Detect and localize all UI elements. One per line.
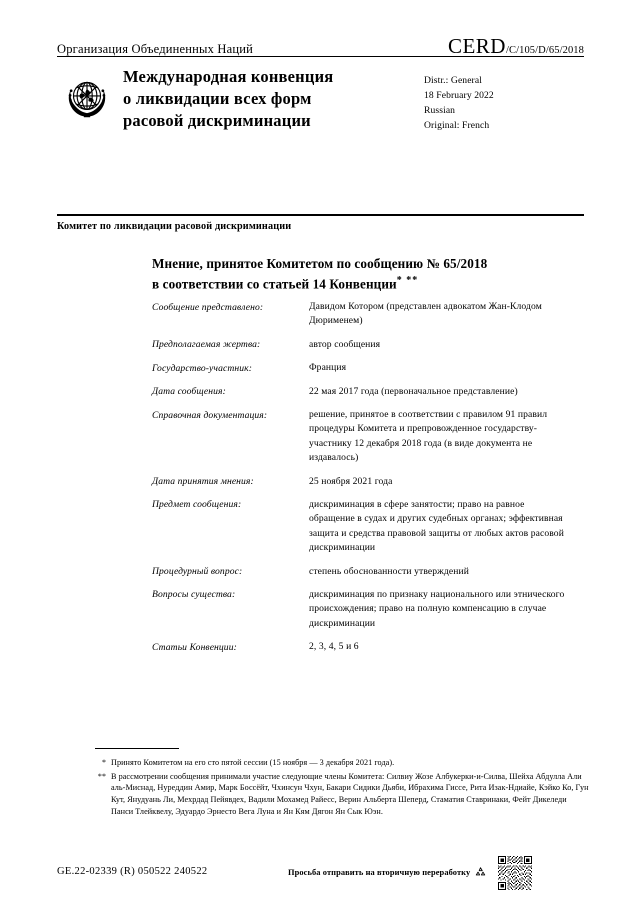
- footnote-marker: **: [97, 771, 106, 781]
- document-symbol-main: CERD: [447, 34, 506, 58]
- section-divider: [57, 214, 584, 216]
- metadata-label: Дата сообщения:: [152, 386, 226, 398]
- distribution-type: Distr.: General: [424, 75, 482, 86]
- footnote-divider: [95, 748, 179, 749]
- table-row: [152, 338, 572, 352]
- committee-name: Комитет по ликвидации расовой дискриминации: [57, 221, 292, 232]
- distribution-date: 18 February 2022: [424, 89, 494, 101]
- footnotes: [95, 757, 590, 819]
- table-row: [152, 300, 572, 329]
- table-row: [152, 640, 572, 654]
- metadata-label: Государство-участник:: [152, 362, 252, 374]
- masthead-divider: [57, 56, 584, 57]
- metadata-value: решение, принятое в соответствии с правилом 91 правил процедуры Комитета и препровожденное государству-участнику 12 декабря 2018 года (в виде документа не издавалось): [309, 409, 548, 464]
- un-emblem-icon: [61, 72, 113, 124]
- footnote-item: [95, 757, 590, 769]
- metadata-label: Вопросы существа:: [152, 589, 236, 601]
- table-row: [152, 498, 572, 556]
- metadata-value: 22 мая 2017 года (первоначальное представление): [309, 385, 518, 397]
- recycle-notice: [288, 866, 487, 879]
- title-footnote-marks: * **: [396, 274, 419, 286]
- convention-title: [123, 66, 424, 131]
- footnote-marker: *: [101, 758, 106, 767]
- table-row: [152, 361, 572, 375]
- metadata-value: Давидом Котором (представлен адвокатом Жан-Клодом Дюрименем): [309, 301, 542, 327]
- footnote-text: Принято Комитетом на его сто пятой сессии (15 ноября — 3 декабря 2021 года).: [111, 758, 395, 767]
- case-metadata-table: [152, 300, 572, 664]
- footnote-item: [95, 771, 590, 818]
- metadata-value: Франция: [309, 362, 347, 374]
- table-row: [152, 408, 572, 466]
- qr-code: [498, 856, 532, 890]
- metadata-label: Справочная документация:: [152, 409, 268, 421]
- metadata-label: Предполагаемая жертва:: [152, 339, 261, 351]
- page-title-line-2-text: в соответствии со статьей 14 Конвенции: [152, 276, 397, 292]
- metadata-value: автор сообщения: [309, 338, 381, 350]
- page-title-line-2: [152, 274, 552, 294]
- metadata-label: Статьи Конвенции:: [152, 641, 237, 653]
- metadata-value: степень обоснованности утверждений: [309, 565, 469, 577]
- metadata-label: Сообщение представлено:: [152, 301, 264, 313]
- title-block: [57, 66, 584, 133]
- organization-name: Организация Объединенных Наций: [57, 42, 254, 56]
- distribution-language: Russian: [424, 104, 456, 116]
- convention-title-line-2: о ликвидации всех форм: [123, 88, 312, 108]
- metadata-label: Дата принятия мнения:: [152, 476, 254, 488]
- metadata-label: Процедурный вопрос:: [152, 566, 243, 578]
- metadata-value: дискриминация в сфере занятости; право на равное обращение в судах и других судебных органах; эффективная защита и средства правовой защиты от любых актов расовой дискриминации: [309, 498, 564, 554]
- metadata-value: дискриминация по признаку национального или этнического происхождения; право на полную компенсацию в случае дискриминации: [309, 588, 565, 629]
- convention-title-line-1: Международная конвенция: [123, 67, 334, 86]
- recycle-icon: [474, 866, 487, 879]
- footnote-text: В рассмотрении сообщения принимали участие следующие члены Комитета: Силвиу Жозе Албукерки-и-Силва, Шейха Абдулла Али аль-Миснад, Нуреддин Амир, Марк Боссёйт, Чхинсун Чхун, Бакари Сидики Дьяби, Ибрахима Гиссе, Рита Изак-Ндиайе, Кэйко Ко, Гун Кут, Янудуань Ли, Мехрдад Пейявдех, Вадили Мохамед Райесс, Верин Альберта Шеперд, Стаматия Ставринаки, Фейт Дикеледи Панси Тлейквелу, Эдуардо Эрнесто Вега Луна и Ян Кям Дягон Ян Сык Юэн.: [111, 771, 589, 816]
- job-number: GE.22-02339 (R) 050522 240522: [57, 866, 208, 877]
- metadata-value: 2, 3, 4, 5 и 6: [309, 641, 359, 653]
- table-row: [152, 385, 572, 399]
- page-title: [152, 255, 552, 294]
- metadata-value: 25 ноября 2021 года: [309, 475, 393, 487]
- distribution-info: [424, 74, 584, 133]
- metadata-label: Предмет сообщения:: [152, 499, 242, 511]
- table-row: [152, 475, 572, 489]
- page-title-line-1: Мнение, принятое Комитетом по сообщению № 65/2018: [152, 256, 488, 271]
- convention-title-line-3: расовой дискриминации: [123, 110, 311, 130]
- document-symbol-sub: /C/105/D/65/2018: [505, 45, 584, 56]
- table-row: [152, 565, 572, 579]
- distribution-original: Original: French: [424, 119, 490, 131]
- recycle-text: Просьба отправить на вторичную переработку: [288, 868, 471, 877]
- table-row: [152, 588, 572, 631]
